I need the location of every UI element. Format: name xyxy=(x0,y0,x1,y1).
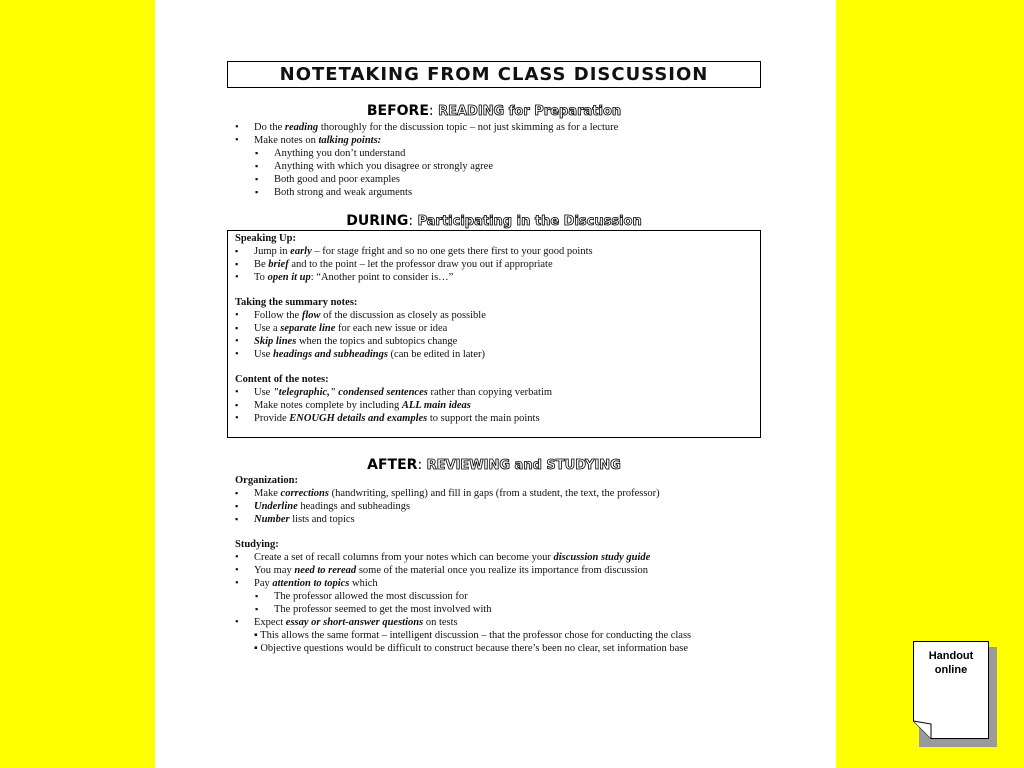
text-run: Underline xyxy=(254,501,298,512)
before-heading-rest: READING for Preparation xyxy=(438,104,622,119)
before-heading-lead: BEFORE xyxy=(366,103,429,119)
text-run: Make xyxy=(254,488,281,499)
document-page xyxy=(155,0,836,768)
during-subheading: Content of the notes: xyxy=(235,374,329,385)
sub-list-item xyxy=(235,603,755,616)
document-title: NOTETAKING FROM CLASS DISCUSSION xyxy=(227,61,761,88)
list-item xyxy=(235,271,760,284)
after-heading xyxy=(227,457,761,473)
sub-item-text: Both strong and weak arguments xyxy=(274,187,413,198)
during-heading xyxy=(227,213,761,229)
text-run: Pay xyxy=(254,578,273,589)
during-list xyxy=(235,245,760,284)
sub-list-item xyxy=(235,173,760,186)
handout-line1: Handout xyxy=(928,650,974,662)
sub-list-item xyxy=(235,147,760,160)
text-run: for each new issue or idea xyxy=(335,323,448,334)
list-item xyxy=(235,348,760,361)
text-run: ENOUGH details and examples xyxy=(289,413,428,424)
organization-list xyxy=(235,487,755,526)
list-item xyxy=(235,500,755,513)
sub-item-text: Anything you don’t understand xyxy=(274,148,406,159)
list-item xyxy=(235,258,760,271)
text-run: rather than copying verbatim xyxy=(427,387,553,398)
text-run: brief xyxy=(268,259,289,270)
list-item xyxy=(235,577,755,590)
text-run: Make notes complete by including xyxy=(254,400,402,411)
text-run: attention to topics xyxy=(272,578,350,589)
during-subheading: Speaking Up: xyxy=(235,233,296,244)
sub-list-item xyxy=(235,160,760,173)
after-section xyxy=(235,474,755,655)
text-run: essay or short-answer questions xyxy=(285,617,424,628)
list-item xyxy=(235,335,760,348)
after-heading-lead: AFTER xyxy=(367,457,418,473)
list-item xyxy=(235,134,760,147)
text-run: – for stage fright and so no one gets there first to your good points xyxy=(311,246,593,257)
after-heading-rest: REVIEWING and STUDYING xyxy=(426,458,621,473)
text-run: Skip lines xyxy=(254,336,297,347)
text-run: "telegraphic," condensed sentences xyxy=(272,387,428,398)
text-run: which xyxy=(349,578,378,589)
text-run: Provide xyxy=(254,413,290,424)
text-run: early xyxy=(290,246,312,257)
sub-list-item xyxy=(235,642,755,655)
list-item xyxy=(235,564,755,577)
list-item xyxy=(235,386,760,399)
text-run: Be xyxy=(254,259,269,270)
handout-line2: online xyxy=(934,664,968,676)
studying-heading: Studying: xyxy=(235,539,279,550)
text-run: headings and subheadings xyxy=(297,501,411,512)
sub-list-item xyxy=(235,590,755,603)
list-item xyxy=(235,245,760,258)
sub-item-text: Anything with which you disagree or strongly agree xyxy=(274,161,493,172)
text-run: Use xyxy=(254,349,273,360)
text-run: : “Another point to consider is…” xyxy=(310,272,454,283)
text-run: The professor allowed the most discussion for xyxy=(274,591,468,602)
before-list xyxy=(235,121,760,199)
handout-online-icon[interactable] xyxy=(913,641,989,739)
text-run: Use xyxy=(254,387,273,398)
text-run: and to the point – let the professor draw you out if appropriate xyxy=(288,259,553,270)
text-run: talking points: xyxy=(318,135,382,146)
text-run: thoroughly for the discussion topic – not just skimming as for a lecture xyxy=(318,122,619,133)
text-run: The professor seemed to get the most involved with xyxy=(274,604,492,615)
sub-list-item xyxy=(235,186,760,199)
text-run: ALL main ideas xyxy=(401,400,471,411)
during-heading-lead: DURING xyxy=(346,213,409,229)
text-run: Do the xyxy=(254,122,285,133)
list-item xyxy=(235,551,755,564)
text-run: ▪ This allows the same format – intelligent discussion – that the professor chose for conducting the class xyxy=(254,630,692,641)
organization-heading: Organization: xyxy=(235,475,298,486)
sub-list-item xyxy=(235,629,755,642)
during-heading-rest: Participating in the Discussion xyxy=(417,214,642,229)
text-run: (can be edited in later) xyxy=(387,349,485,360)
text-run: discussion study guide xyxy=(553,552,651,563)
text-run: Use a xyxy=(254,323,281,334)
sub-item-text: Both good and poor examples xyxy=(274,174,400,185)
handout-label xyxy=(913,649,989,677)
during-heading-sep: : xyxy=(408,213,418,229)
list-item xyxy=(235,121,760,134)
text-run: Jump in xyxy=(254,246,291,257)
studying-list xyxy=(235,551,755,655)
text-run: on tests xyxy=(423,617,458,628)
during-subheading: Taking the summary notes: xyxy=(235,297,358,308)
after-heading-sep: : xyxy=(417,457,427,473)
text-run: some of the material once you realize its importance from discussion xyxy=(356,565,649,576)
text-run: ▪ Objective questions would be difficult to construct because there’s been no clear, set information base xyxy=(254,643,689,654)
text-run: separate line xyxy=(280,323,336,334)
text-run: flow xyxy=(301,310,321,321)
text-run: when the topics and subtopics change xyxy=(296,336,458,347)
text-run: to support the main points xyxy=(427,413,540,424)
during-list xyxy=(235,309,760,361)
text-run: Create a set of recall columns from your notes which can become your xyxy=(254,552,554,563)
before-section xyxy=(235,121,760,199)
list-item xyxy=(235,513,755,526)
list-item xyxy=(235,487,755,500)
text-run: You may xyxy=(254,565,295,576)
text-run: corrections xyxy=(280,488,329,499)
list-item xyxy=(235,616,755,629)
text-run: of the discussion as closely as possible xyxy=(320,310,486,321)
text-run: Make notes on xyxy=(254,135,319,146)
during-list xyxy=(235,386,760,425)
text-run: open it up xyxy=(267,272,311,283)
text-run: Expect xyxy=(254,617,286,628)
text-run: To xyxy=(254,272,268,283)
before-heading-sep: : xyxy=(428,103,439,119)
list-item xyxy=(235,322,760,335)
during-section xyxy=(235,232,760,425)
text-run: reading xyxy=(284,122,319,133)
text-run: headings and subheadings xyxy=(272,349,388,360)
list-item xyxy=(235,412,760,425)
text-run: lists and topics xyxy=(289,514,355,525)
text-run: (handwriting, spelling) and fill in gaps (from a student, the text, the professor) xyxy=(328,488,660,499)
text-run: need to reread xyxy=(294,565,357,576)
list-item xyxy=(235,399,760,412)
text-run: Number xyxy=(254,514,290,525)
before-heading xyxy=(227,103,761,119)
list-item xyxy=(235,309,760,322)
text-run: Follow the xyxy=(254,310,302,321)
